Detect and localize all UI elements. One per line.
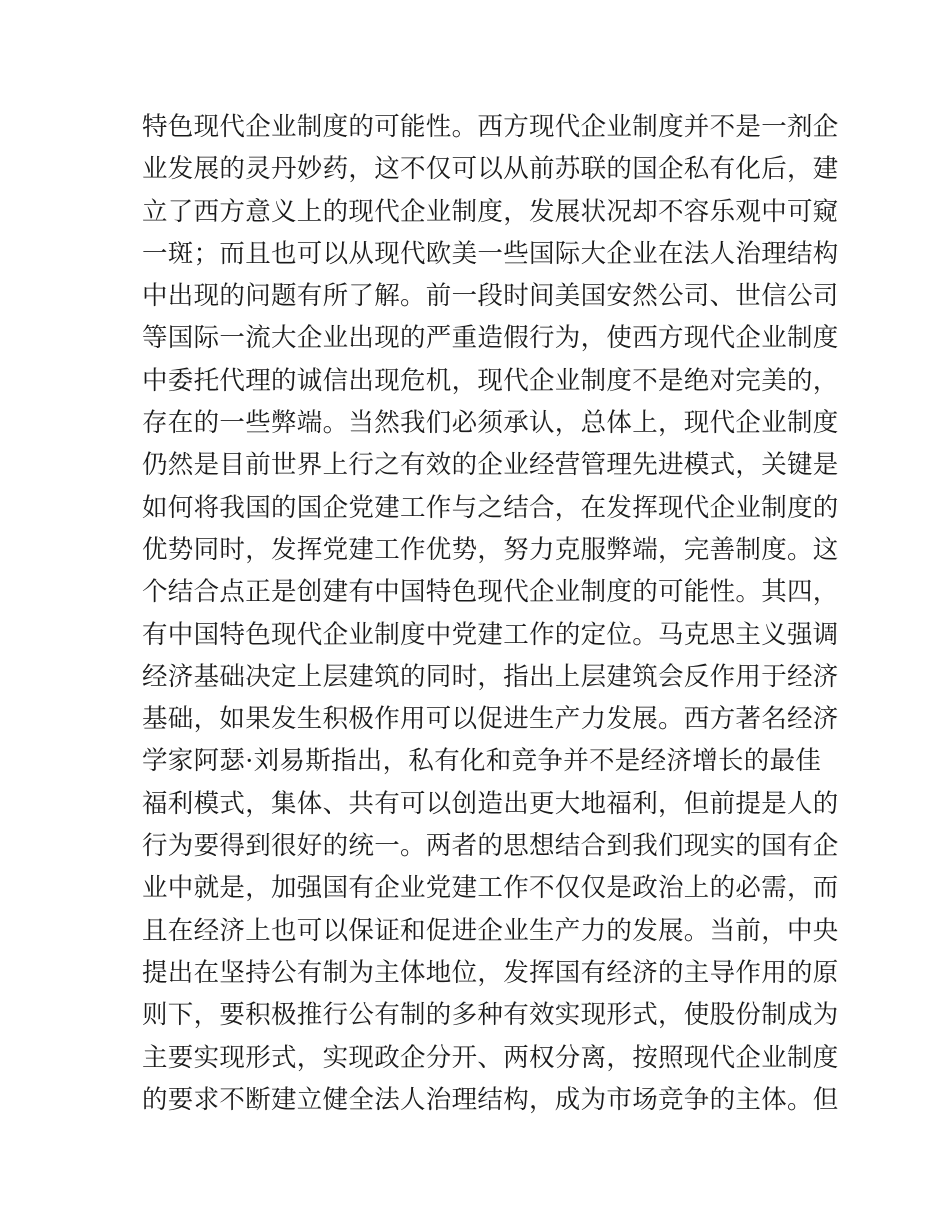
text-line-21: 提出在坚持公有制为主体地位，发挥国有经济的主导作用的原	[142, 957, 839, 988]
text-line-13: 有中国特色现代企业制度中党建工作的定位。马克思主义强调	[142, 619, 839, 650]
text-line-7: 中委托代理的诚信出现危机，现代企业制度不是绝对完美的，	[142, 365, 839, 396]
text-line-1: 特色现代企业制度的可能性。西方现代企业制度并不是一剂企	[142, 112, 839, 142]
text-line-10: 如何将我国的国企党建工作与之结合，在发挥现代企业制度的	[142, 492, 839, 523]
text-line-5: 中出现的问题有所了解。前一段时间美国安然公司、世信公司	[142, 281, 839, 312]
text-line-17: 福利模式，集体、共有可以创造出更大地福利，但前提是人的	[142, 788, 839, 819]
text-line-8: 存在的一些弊端。当然我们必须承认，总体上，现代企业制度	[142, 408, 839, 439]
text-line-19: 业中就是，加强国有企业党建工作不仅仅是政治上的必需，而	[142, 873, 839, 904]
text-line-12: 个结合点正是创建有中国特色现代企业制度的可能性。其四，	[142, 577, 839, 608]
text-line-9: 仍然是目前世界上行之有效的企业经营管理先进模式，关键是	[142, 450, 839, 481]
body-text	[142, 106, 839, 1121]
text-line-11: 优势同时，发挥党建工作优势，努力克服弊端，完善制度。这	[142, 534, 839, 565]
text-line-24: 的要求不断建立健全法人治理结构，成为市场竞争的主体。但	[142, 1084, 839, 1115]
text-line-22: 则下，要积极推行公有制的多种有效实现形式，使股份制成为	[142, 1000, 839, 1031]
text-line-16: 学家阿瑟·刘易斯指出，私有化和竞争并不是经济增长的最佳	[142, 746, 822, 777]
text-line-15: 基础，如果发生积极作用可以促进生产力发展。西方著名经济	[142, 704, 839, 735]
text-line-14: 经济基础决定上层建筑的同时，指出上层建筑会反作用于经济	[142, 661, 839, 692]
text-line-18: 行为要得到很好的统一。两者的思想结合到我们现实的国有企	[142, 831, 839, 862]
text-line-20: 且在经济上也可以保证和促进企业生产力的发展。当前，中央	[142, 915, 839, 946]
text-line-3: 立了西方意义上的现代企业制度，发展状况却不容乐观中可窥	[142, 196, 839, 227]
text-line-23: 主要实现形式，实现政企分开、两权分离，按照现代企业制度	[142, 1042, 839, 1073]
text-line-2: 业发展的灵丹妙药，这不仅可以从前苏联的国企私有化后，建	[142, 154, 839, 185]
text-line-6: 等国际一流大企业出现的严重造假行为，使西方现代企业制度	[142, 323, 839, 354]
text-line-4: 一斑；而且也可以从现代欧美一些国际大企业在法人治理结构	[142, 238, 839, 269]
